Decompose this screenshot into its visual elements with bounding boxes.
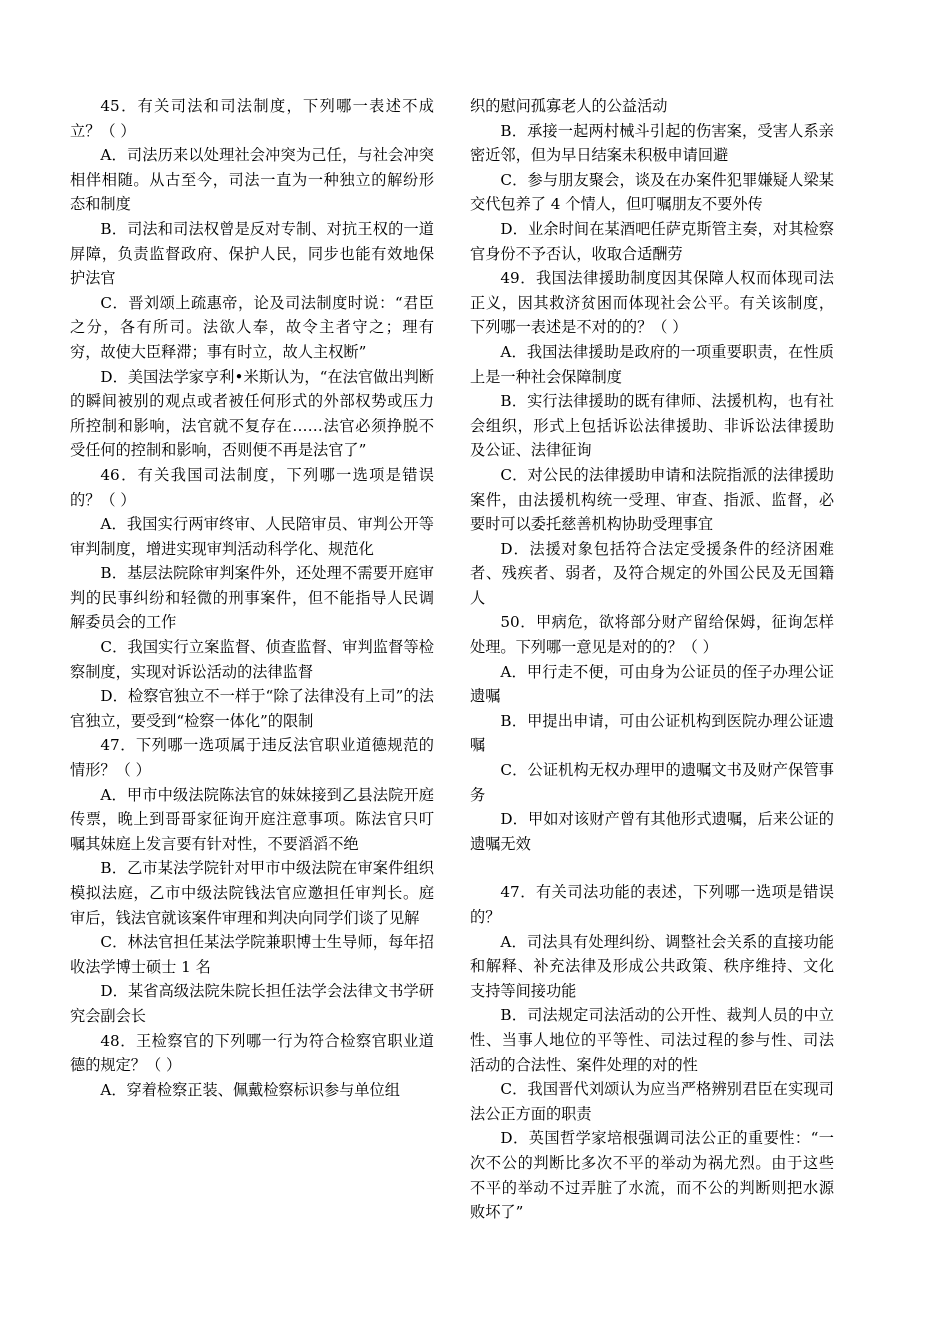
paragraph: A．我国法律援助是政府的一项重要职责，在性质上是一种社会保障制度 (470, 342, 834, 386)
paragraph: C．我国实行立案监督、侦查监督、审判监督等检察制度，实现对诉讼活动的法律监督 (70, 638, 434, 681)
paragraph: A．我国实行两审终审、人民陪审员、审判公开等审判制度，增进实现审判活动科学化、规范化 (70, 515, 434, 558)
paragraph: A．司法具有处理纠纷、调整社会关系的直接功能和解释、补充法律及形成公共政策、秩序维持、文化支持等间接功能 (470, 932, 834, 1000)
paragraph: A．甲市中级法院陈法官的妹妹接到乙县法院开庭传票，晚上到哥哥家征询开庭注意事项。陈法官只叮嘱其妹庭上发言要有针对性，不要滔滔不绝 (70, 785, 434, 853)
paragraph: B．甲提出申请，可由公证机构到医院办理公证遗嘱 (470, 711, 834, 755)
paragraph: C．参与朋友聚会，谈及在办案件犯罪嫌疑人梁某交代包养了 4 个情人，但叮嘱朋友不要外传 (470, 170, 834, 214)
paragraph: D．法援对象包括符合法定受援条件的经济困难者、残疾者、弱者，及符合规定的外国公民及无国籍人 (470, 539, 834, 607)
paragraph: C．我国晋代刘颂认为应当严格辨别君臣在实现司法公正方面的职责 (470, 1080, 834, 1123)
paragraph: D．某省高级法院朱院长担任法学会法律文书学研究会副会长 (70, 982, 434, 1025)
paragraph: 45．有关司法和司法制度，下列哪一表述不成立？（ ） (70, 97, 434, 140)
paragraph: B．司法规定司法活动的公开性、裁判人员的中立性、当事人地位的平等性、司法过程的参与性、司法活动的合法性、案件处理的对的性 (470, 1006, 834, 1074)
paragraph: 50．甲病危，欲将部分财产留给保姆，征询怎样处理。下列哪一意见是对的的？（ ） (470, 613, 834, 657)
paragraph: C．对公民的法律援助申请和法院指派的法律援助案件，由法援机构统一受理、审查、指派、监督，必要时可以委托慈善机构协助受理事宜 (470, 465, 834, 534)
paragraph-continuation: 织的慰问孤寡老人的公益活动 (470, 97, 668, 115)
paragraph: B．乙市某法学院针对甲市中级法院在审案件组织模拟法庭，乙市中级法院钱法官应邀担任审判长。庭审后，钱法官就该案件审理和判决向同学们谈了见解 (70, 859, 434, 927)
paragraph: B．基层法院除审判案件外，还处理不需要开庭审判的民事纠纷和轻微的刑事案件，但不能指导人民调解委员会的工作 (70, 564, 434, 632)
paragraph: C．林法官担任某法学院兼职博士生导师，每年招收法学博士硕士 1 名 (70, 933, 434, 976)
paragraph: D．英国哲学家培根强调司法公正的重要性：“一次不公的判断比多次不平的举动为祸尤烈。由于这些不平的举动不过弄脏了水流，而不公的判断则把水源败坏了” (470, 1129, 834, 1222)
paragraph: C．公证机构无权办理甲的遗嘱文书及财产保管事务 (470, 761, 834, 804)
paragraph: A．司法历来以处理社会冲突为己任，与社会冲突相伴相随。从古至今，司法一直为一种独立的解纷形态和制度 (70, 146, 434, 214)
right-column (470, 94, 834, 1225)
paragraph: 47．有关司法功能的表述，下列哪一选项是错误的？ (470, 883, 834, 926)
paragraph: C．晋刘颂上疏惠帝，论及司法制度时说：“君臣之分，各有所司。法欲人奉，故令主者守之；理有穷，故使大臣释滞；事有时立，故人主权断” (70, 293, 434, 361)
paragraph: A．甲行走不便，可由身为公证员的侄子办理公证遗嘱 (470, 662, 834, 706)
paragraph: B．承接一起两村械斗引起的伤害案，受害人系亲密近邻，但为早日结案未积极申请回避 (470, 121, 834, 165)
left-column (70, 94, 434, 1102)
paragraph: 49．我国法律援助制度因其保障人权而体现司法正义，因其救济贫困而体现社会公平。有关该制度，下列哪一表述是不对的的？（ ） (470, 269, 834, 337)
paragraph: A．穿着检察正装、佩戴检察标识参与单位组 (100, 1080, 400, 1099)
paragraph: D．美国法学家亨利•米斯认为，“在法官做出判断的瞬间被别的观点或者被任何形式的外部权势或压力所控制和影响，法官就不复存在……法官必须挣脱不受任何的控制和影响，否则便不再是法官了” (70, 367, 434, 460)
paragraph: B．司法和司法权曾是反对专制、对抗王权的一道屏障，负责监督政府、保护人民，同步也能有效地保护法官 (70, 219, 434, 288)
paragraph: B．实行法律援助的既有律师、法援机构，也有社会组织，形式上包括诉讼法律援助、非诉讼法律援助及公证、法律征询 (470, 392, 834, 460)
section-gap (470, 856, 834, 880)
paragraph: 48．王检察官的下列哪一行为符合检察官职业道德的规定？（ ） (70, 1031, 434, 1075)
paragraph: D．甲如对该财产曾有其他形式遗嘱，后来公证的遗嘱无效 (470, 810, 834, 853)
paragraph: 46．有关我国司法制度，下列哪一选项是错误的？（ ） (70, 465, 434, 509)
paragraph: D．业余时间在某酒吧任萨克斯管主奏，对其检察官身份不予否认，收取合适酬劳 (470, 219, 834, 263)
paragraph: D．检察官独立不一样于“除了法律没有上司”的法官独立，要受到“检察一体化”的限制 (70, 687, 434, 730)
paragraph: 47．下列哪一选项属于违反法官职业道德规范的情形？（ ） (70, 736, 434, 780)
